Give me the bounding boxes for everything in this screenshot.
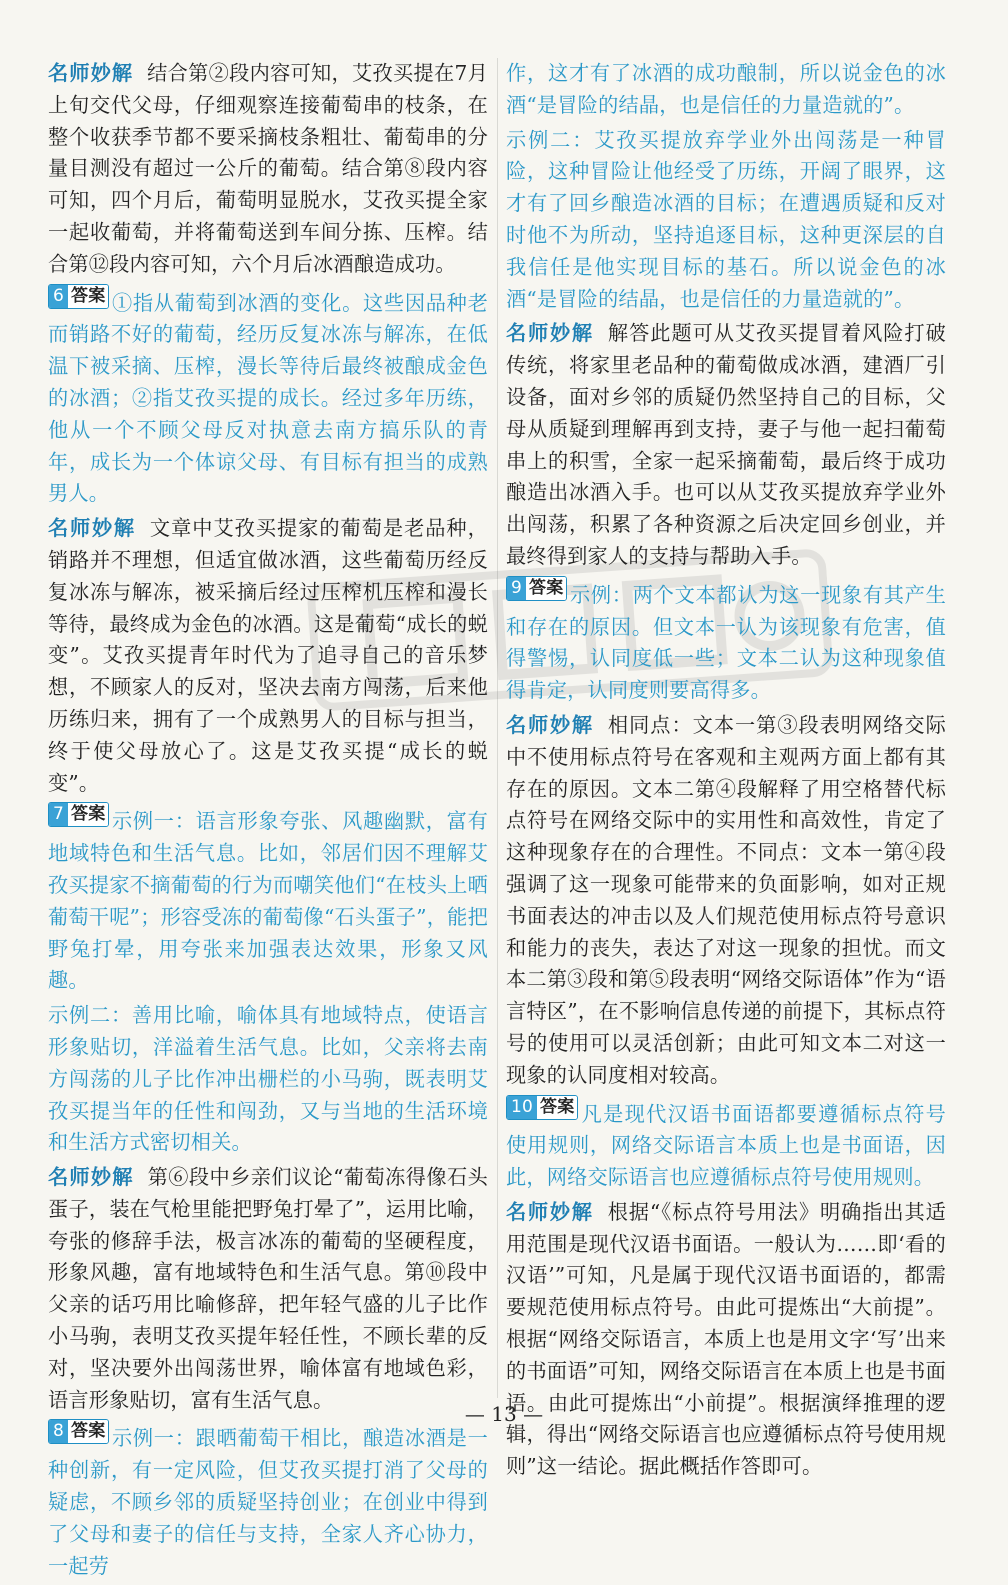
answer-q8	[48, 1419, 488, 1582]
explanation-text: 文章中艾孜买提家的葡萄是老品种，销路并不理想，但适宜做冰酒，这些葡萄历经反复冰冻与解冻，被采摘后经过压榨机压榨和漫长等待，最终成为金色的冰酒。这是葡萄“成长的蜕变”。艾孜买提青年时代为了追寻自己的音乐梦想，不顾家人的反对，坚决去南方闯荡，后来他历练归来，拥有了一个成熟男人的目标与担当，终于使父母放心了。这是艾孜买提“成长的蜕变”。	[48, 516, 488, 795]
answer-q9	[506, 576, 946, 707]
teacher-explanation-label: 名师妙解	[506, 1199, 594, 1224]
teacher-explanation-label: 名师妙解	[48, 1165, 134, 1190]
answer-q7-example2	[48, 1000, 488, 1159]
answer-text: 示例二：善用比喻，喻体具有地域特点，使语言形象贴切，洋溢着生活气息。比如，父亲将去南方闯荡的儿子比作冲出栅栏的小马驹，既表明艾孜买提当年的任性和闯劲，又与当地的生活环境和生活方式密切相关。	[48, 1003, 488, 1155]
explanation-text: 结合第②段内容可知，艾孜买提在7月上旬交代父母，仔细观察连接葡萄串的枝条，在整个收获季节都不要采摘枝条粗壮、葡萄串的分量目测没有超过一公斤的葡萄。结合第⑧段内容可知，四个月后，葡萄明显脱水，艾孜买提全家一起收葡萄，并将葡萄送到车间分拣、压榨。结合第⑫段内容可知，六个月后冰酒酿造成功。	[48, 61, 488, 276]
right-column	[506, 58, 946, 1486]
answer-text: 示例二：艾孜买提放弃学业外出闯荡是一种冒险，这种冒险让他经受了历练，开阔了眼界，这才有了回乡酿造冰酒的目标；在遭遇质疑和反对时他不为所动，坚持追逐目标，这种更深层的自我信任是他实现目标的基石。所以说金色的冰酒“是冒险的结晶，也是信任的力量造就的”。	[506, 127, 946, 311]
explanation-q10	[506, 1197, 946, 1483]
answer-text: 凡是现代汉语书面语都要遵循标点符号使用规则，网络交际语言本质上也是书面语，因此，网络交际语言也应遵循标点符号使用规则。	[506, 1101, 946, 1190]
explanation-q7	[48, 1162, 488, 1416]
question-badge-6: 6 答案	[48, 284, 109, 309]
teacher-explanation-label: 名师妙解	[506, 712, 594, 737]
answer-q10	[506, 1095, 946, 1194]
explanation-text: 相同点：文本一第③段表明网络交际中不使用标点符号在客观和主观两方面上都有其存在的原因。文本二第④段解释了用空格替代标点符号在网络交际中的实用性和高效性，肯定了这种现象存在的合理性。不同点：文本一第④段强调了这一现象可能带来的负面影响，如对正规书面表达的冲击以及人们规范使用标点符号意识和能力的丧失，表达了对这一现象的担忧。而文本二第③段和第⑤段表明“网络交际语体”作为“语言特区”，在不影响信息传递的前提下，其标点符号的使用可以灵活创新；由此可知文本二对这一现象的认同度相对较高。	[506, 712, 946, 1087]
explanation-q5	[48, 58, 488, 281]
explanation-q6	[48, 513, 488, 799]
question-badge-8: 8 答案	[48, 1419, 109, 1444]
answer-text: 作，这才有了冰酒的成功酿制，所以说金色的冰酒“是冒险的结晶，也是信任的力量造就的”。	[506, 61, 946, 117]
answer-text: 示例：两个文本都认为这一现象有其产生和存在的原因。但文本一认为该现象有危害，值得警惕，认同度低一些；文本二认为这种现象值得肯定，认同度则要高得多。	[506, 582, 946, 703]
answer-text: ①指从葡萄到冰酒的变化。这些因品种老而销路不好的葡萄，经历反复冰冻与解冻，在低温下被采摘、压榨，漫长等待后最终被酿成金色的冰酒；②指艾孜买提的成长。经过多年历练，他从一个不顾父母反对执意去南方搞乐队的青年，成长为一个体谅父母、有目标有担当的成熟男人。	[48, 290, 488, 506]
answer-q8-example2	[506, 125, 946, 316]
teacher-explanation-label: 名师妙解	[506, 321, 594, 346]
explanation-q8	[506, 318, 946, 572]
teacher-explanation-label: 名师妙解	[48, 516, 136, 541]
question-badge-10: 10 答案	[506, 1095, 578, 1120]
answer-text: 示例一：跟晒葡萄干相比，酿造冰酒是一种创新，有一定风险，但艾孜买提打消了父母的疑虑，不顾乡邻的质疑坚持创业；在创业中得到了父母和妻子的信任与支持，全家人齐心协力，一起劳	[48, 1426, 488, 1578]
answer-text: 示例一：语言形象夸张、风趣幽默，富有地域特色和生活气息。比如，邻居们因不理解艾孜买提家不摘葡萄的行为而嘲笑他们“在枝头上晒葡萄干呢”；形容受冻的葡萄像“石头蛋子”，能把野兔打晕，用夸张来加强表达效果，形象又风趣。	[48, 809, 488, 993]
left-column	[48, 58, 488, 1585]
explanation-q9	[506, 710, 946, 1092]
explanation-text: 第⑥段中乡亲们议论“葡萄冻得像石头蛋子，装在气枪里能把野兔打晕了”，运用比喻，夸张的修辞手法，极言冰冻的葡萄的坚硬程度，形象风趣，富有地域特色和生活气息。第⑩段中父亲的话巧用比喻修辞，把年轻气盛的儿子比作小马驹，表明艾孜买提年轻任性，不顾长辈的反对，坚决要外出闯荡世界，喻体富有地域色彩，语言形象贴切，富有生活气息。	[48, 1165, 488, 1412]
answer-q8-continued	[506, 58, 946, 122]
answer-q6	[48, 284, 488, 511]
teacher-explanation-label: 名师妙解	[48, 61, 134, 85]
explanation-text: 根据“《标点符号用法》明确指出其适用范围是现代汉语书面语。一般认为……即‘看的汉语’”可知，凡是属于现代汉语书面语的，都需要规范使用标点符号。由此可提炼出“大前提”。根据“网络交际语言，本质上也是用文字‘写’出来的书面语”可知，网络交际语言在本质上也是书面语。由此可提炼出“小前提”。根据演绎推理的逻辑，得出“网络交际语言也应遵循标点符号使用规则”这一结论。据此概括作答即可。	[506, 1199, 946, 1479]
column-divider	[497, 58, 498, 1398]
answer-q7	[48, 802, 488, 997]
question-badge-7: 7 答案	[48, 802, 109, 827]
explanation-text: 解答此题可从艾孜买提冒着风险打破传统，将家里老品种的葡萄做成冰酒，建酒厂引设备，面对乡邻的质疑仍然坚持自己的目标，父母从质疑到理解再到支持，妻子与他一起扫葡萄串上的积雪，全家一起采摘葡萄，最后终于成功酿造出冰酒入手。也可以从艾孜买提放弃学业外出闯荡，积累了各种资源之后决定回乡创业，并最终得到家人的支持与帮助入手。	[506, 321, 946, 568]
page-number: — 13 —	[464, 1402, 544, 1426]
question-badge-9: 9 答案	[506, 576, 567, 601]
